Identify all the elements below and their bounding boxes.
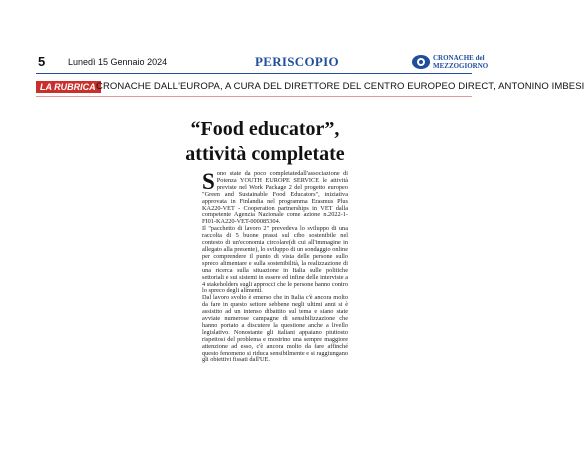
- rubrica-divider: [36, 96, 472, 97]
- newspaper-logo: [412, 54, 488, 70]
- newspaper-logo-icon: [412, 55, 430, 69]
- article-paragraph-2: Il "pacchetto di lavoro 2" prevedeva lo sviluppo di una raccolta di 5 buone prassi sul cibo sostenibile nel contesto di un'economia circolare(di cui all'immagine in allegato alla presente), lo sviluppo di un sondaggio online per comprendere il punto di vista delle persone sullo spreco alimentare e sulla sostenibilità, la realizzazione di una ricerca sulla situazione in Italia sulle politiche settoriali e sui sistemi in essere ed infine delle interviste a 4 stakeholders sugli approcci che le persone hanno contro lo spreco degli alimenti.: [202, 225, 348, 295]
- headline-line-2: attività completate: [185, 143, 345, 165]
- headline-line-1: “Food educator”,: [190, 118, 340, 140]
- rubrica-title: CRONACHE DALL'EUROPA, A CURA DEL DIRETTORE DEL CENTRO EUROPEO DIRECT, ANTONINO IMBESI: [96, 81, 584, 92]
- header-divider: [36, 73, 472, 74]
- rubrica-tag: LA RUBRICA: [36, 81, 101, 93]
- page-number: 5: [38, 54, 46, 69]
- section-title: PERISCOPIO: [255, 54, 339, 69]
- page-header: [0, 52, 512, 74]
- article-headline: [150, 117, 380, 167]
- article-paragraph-3: Dal lavoro svolto è emerso che in Italia c'è ancora molto da fare in questo settore sebbene negli ultimi anni si è assistito ad un intenso dibattito sul tema e siano state avviate numerose campagne di sensibilizzazione che hanno portato a discutere la questione anche a livello legislativo. Nonostante gli italiani appaiano piuttosto rispettosi del problema e mostrino una sempre maggiore attenzione ad esso, c'è ancora molto da fare affinché questo fenomeno si riduca sensibilmente e si raggiungano gli obiettivi fissati dall'UE.: [202, 294, 348, 364]
- newspaper-logo-text: [433, 54, 488, 70]
- logo-line-2: MEZZOGIORNO: [433, 62, 489, 70]
- paragraph-1-text: ono state da poco completatedall'associazione di Potenza YOUTH EUROPE SERVICE le attività previste nel Work Package 2 del progetto europeo "Green and Sustainable Food Educators", iniziativa approvata in Finlandia nel programma Erasmus Plus KA220-VET - Cooperation partnerships in VET dalla competente Agenzia Nazionale come azione n.2022-1-FI01-KA220-VET-000085304.: [202, 170, 348, 226]
- drop-cap: S: [202, 169, 215, 194]
- rubrica-bar: [36, 80, 584, 94]
- article-body: [202, 171, 348, 364]
- issue-date: Lunedì 15 Gennaio 2024: [68, 57, 168, 67]
- article-paragraph-1: [202, 171, 348, 226]
- logo-line-1: CRONACHE del: [433, 54, 485, 62]
